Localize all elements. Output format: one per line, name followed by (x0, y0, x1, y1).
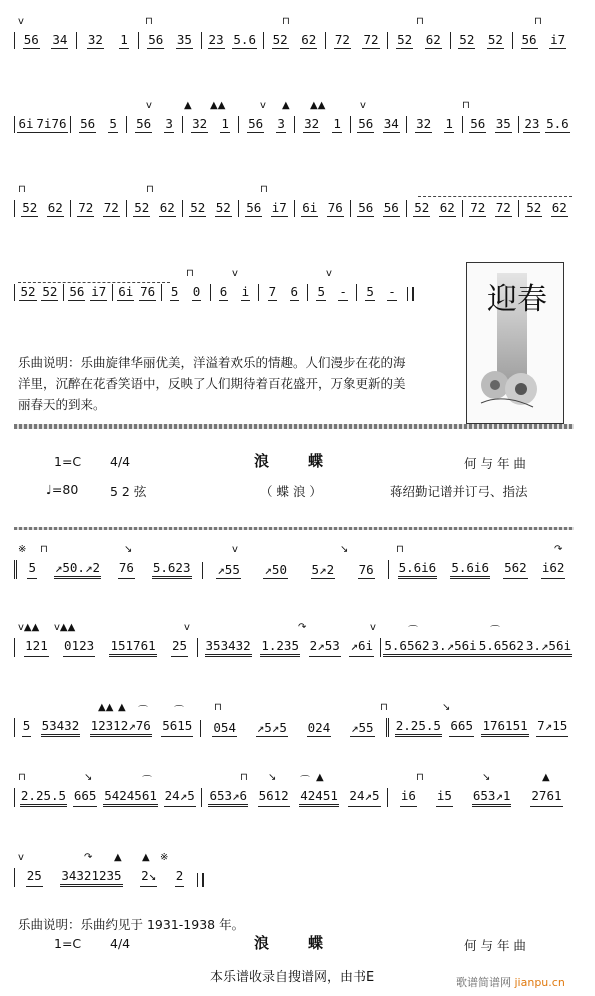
composer: 何 与 年 曲 (464, 456, 526, 471)
articulation-mark: ▲ (542, 772, 550, 783)
notation-system (14, 622, 574, 657)
note-group: ↗5↗5 (256, 720, 287, 735)
articulation-marks (14, 622, 574, 638)
articulation-mark: ▲▲ (98, 702, 114, 713)
note-group: 5.6 (546, 116, 569, 131)
notation-system (14, 184, 574, 217)
note-group: 52 (397, 32, 413, 47)
measure (386, 718, 574, 737)
note-group: 52 (134, 200, 150, 215)
notation-staff (14, 788, 574, 807)
note-group: 2.25.5 (395, 718, 442, 737)
measure (406, 116, 462, 133)
note-group: 72 (495, 200, 511, 215)
source-footer: 本乐谱收录自搜谱网，由书E (210, 970, 375, 985)
note-group: 562 (503, 560, 528, 579)
articulation-mark: ⌒ (490, 626, 500, 637)
articulation-mark: v (260, 100, 266, 111)
note-group: 2.25.5 (20, 788, 67, 807)
articulation-mark: ⊓ (416, 772, 424, 783)
note-group: 5 (366, 284, 374, 299)
note-group: 1 (333, 116, 341, 131)
articulation-mark: ⊓ (260, 184, 268, 195)
measure (512, 32, 574, 49)
articulation-mark: ↘ (340, 544, 349, 555)
note-group: 6i (302, 200, 318, 215)
articulation-mark: ⊓ (146, 184, 154, 195)
notation-staff (14, 116, 574, 133)
final-barline (407, 287, 414, 301)
note-group: 2761 (530, 788, 562, 807)
note-group: 52 (272, 32, 288, 47)
measure (14, 718, 200, 737)
note-group: 5.6i6 (450, 560, 490, 579)
note-group: 5 (27, 560, 37, 579)
measure (70, 116, 126, 133)
articulation-marks (14, 702, 574, 718)
explanation-line: 乐曲说明：乐曲旋律华丽优美，洋溢着欢乐的情趣。人们漫步在花的海 (18, 355, 406, 370)
articulation-mark: v (232, 544, 238, 555)
note-group: 2↘ (140, 868, 157, 887)
measure (14, 868, 195, 887)
note-group: ↗55 (217, 562, 240, 577)
note-group: 72 (363, 32, 379, 47)
note-group: - (388, 284, 396, 299)
note-group: i7 (550, 32, 566, 47)
song2-explanation: 乐曲说明：乐曲约见于 1931-1938 年。 (18, 917, 245, 932)
note-group: ↗50 (264, 562, 287, 577)
notation-staff (14, 32, 574, 49)
repeat-end-barline (197, 873, 204, 887)
note-group: 6i (18, 116, 34, 131)
note-group: 53432 (41, 718, 81, 737)
note-group: 653↗6 (208, 788, 248, 807)
note-group: 5612 (258, 788, 290, 807)
measure (138, 32, 200, 49)
notation-staff (14, 284, 414, 301)
note-group: 34321235 (60, 868, 122, 887)
measure (238, 200, 294, 217)
articulation-mark: ⊓ (214, 702, 222, 713)
note-group: 62 (425, 32, 441, 47)
key-signature: 1=C (54, 454, 82, 469)
measure (70, 200, 126, 217)
measure (201, 788, 388, 807)
note-group: 52 (459, 32, 475, 47)
song3-header (14, 936, 574, 956)
note-group: i (241, 284, 250, 299)
note-group: i6 (400, 788, 417, 807)
note-group: 62 (301, 32, 317, 47)
string-tuning: 5 2 弦 (110, 484, 147, 499)
song-title: 浪 蝶 (254, 934, 336, 952)
measure (14, 788, 201, 807)
note-group: 35 (176, 32, 192, 47)
arranger: 蒋绍勤记谱并订弓、指法 (390, 484, 528, 499)
note-group: 62 (439, 200, 455, 215)
measure (462, 200, 518, 217)
note-group: i62 (541, 560, 566, 579)
articulation-mark: ▲ (118, 702, 126, 713)
key-signature: 1=C (54, 936, 82, 951)
measure (112, 284, 161, 301)
measure (200, 720, 386, 737)
measure (210, 284, 259, 301)
articulation-marks (14, 16, 574, 32)
articulation-mark: ⌒ (142, 776, 152, 787)
measure (126, 116, 182, 133)
articulation-mark: ▲ (316, 772, 324, 783)
note-group: 3.↗56i (525, 638, 572, 657)
section-divider (14, 527, 574, 530)
note-group: 35 (495, 116, 511, 131)
notation-system (14, 100, 574, 133)
note-group: 665 (73, 788, 98, 807)
note-group: 25 (26, 868, 43, 887)
note-group: ↗6i (349, 638, 374, 657)
articulation-mark: ⊓ (240, 772, 248, 783)
note-group: 24↗5 (164, 788, 196, 807)
measure (294, 116, 350, 133)
note-group: 653↗1 (472, 788, 512, 807)
measure (388, 560, 574, 579)
note-group: 5 (22, 718, 32, 737)
articulation-marks (14, 184, 574, 200)
notation-staff (14, 638, 574, 657)
articulation-mark: ↷ (84, 852, 93, 863)
illustration-calligraphy: 迎春 (487, 282, 547, 317)
song-title: 浪 蝶 (254, 452, 336, 470)
song2-header (14, 454, 574, 474)
articulation-mark: ⊓ (416, 16, 424, 27)
measure (294, 200, 350, 217)
note-group: 6 (290, 284, 299, 299)
measure (350, 200, 406, 217)
note-group: ↗50.↗2 (54, 560, 101, 579)
note-group: 0123 (63, 638, 95, 657)
articulation-mark: ⌒ (174, 706, 184, 717)
note-group: 52 (526, 200, 542, 215)
note-group: 56 (470, 116, 486, 131)
articulation-mark: ▲▲ (210, 100, 226, 111)
note-group: 32 (87, 32, 103, 47)
note-group: 42451 (299, 788, 339, 807)
note-group: 32 (416, 116, 432, 131)
articulation-mark: ⌒ (138, 706, 148, 717)
articulation-mark: ⊓ (40, 544, 48, 555)
note-group: - (339, 284, 347, 299)
articulation-mark: ⊓ (186, 268, 194, 279)
articulation-mark: ↘ (124, 544, 133, 555)
measure (201, 32, 263, 49)
note-group: 56 (248, 116, 264, 131)
articulation-mark: v (18, 16, 24, 27)
song-subtitle: （ 蝶 浪 ） (260, 484, 322, 499)
measure (238, 116, 294, 133)
notation-staff (14, 718, 574, 737)
note-group: 56 (136, 116, 152, 131)
notation-system (14, 544, 574, 579)
note-group: 76 (327, 200, 343, 215)
note-group: 56 (383, 200, 399, 215)
articulation-mark: ⌒ (408, 626, 418, 637)
note-group: 52 (42, 284, 58, 299)
note-group: 6i (118, 284, 134, 299)
note-group: 0 (192, 284, 201, 299)
note-group: 76 (118, 560, 135, 579)
articulation-mark: ⊓ (18, 772, 26, 783)
note-group: 52 (20, 284, 36, 299)
measure (197, 638, 380, 657)
note-group: 72 (334, 32, 350, 47)
notation-staff (14, 560, 574, 579)
measure (14, 200, 70, 217)
note-group: 5 (317, 284, 325, 299)
note-group: 23 (524, 116, 540, 131)
note-group: 52 (190, 200, 206, 215)
measure (182, 116, 238, 133)
articulation-marks (14, 544, 574, 560)
articulation-mark: v (232, 268, 238, 279)
articulation-mark: ▲ (282, 100, 290, 111)
articulation-mark: v▲▲ (54, 622, 76, 633)
note-group: i7 (271, 200, 287, 215)
note-group: 32 (192, 116, 208, 131)
note-group: 1 (120, 32, 128, 47)
articulation-mark: ⌒ (300, 776, 310, 787)
song2-subheader (14, 482, 574, 502)
articulation-mark: v (18, 852, 24, 863)
articulation-mark: ⊓ (145, 16, 153, 27)
note-group: 72 (470, 200, 486, 215)
measure (356, 284, 405, 301)
notation-staff (14, 868, 204, 887)
note-group: 34 (383, 116, 399, 131)
note-group: 5.6562 (478, 638, 525, 657)
section-divider (14, 424, 574, 429)
measure (406, 200, 462, 217)
explanation-line: 丽春天的到来。 (18, 397, 106, 412)
articulation-mark: ▲ (184, 100, 192, 111)
composer: 何 与 年 曲 (464, 938, 526, 953)
note-group: 52 (414, 200, 430, 215)
time-signature: 4/4 (110, 454, 131, 469)
note-group: i7 (91, 284, 107, 299)
note-group: 24↗5 (348, 788, 380, 807)
note-group: 56 (358, 116, 374, 131)
time-signature: 4/4 (110, 936, 131, 951)
note-group: 12312↗76 (90, 718, 152, 737)
articulation-mark: ⊓ (534, 16, 542, 27)
note-group: 3 (277, 116, 285, 131)
site-watermark (456, 974, 565, 990)
note-group: 56 (358, 200, 374, 215)
articulation-mark: v▲▲ (18, 622, 40, 633)
notation-system (14, 702, 574, 737)
measure (518, 116, 574, 133)
articulation-mark: ▲ (142, 852, 150, 863)
articulation-mark: ⊓ (396, 544, 404, 555)
articulation-mark: ↘ (268, 772, 277, 783)
song1-explanation (18, 352, 468, 415)
notation-system (14, 772, 574, 807)
note-group: 3.↗56i (431, 638, 478, 657)
note-group: 56 (80, 116, 96, 131)
note-group: 353432 (205, 638, 252, 657)
note-group: 25 (171, 638, 188, 657)
note-group: 52 (22, 200, 38, 215)
tempo: ♩=80 (46, 482, 79, 497)
articulation-mark: ⊓ (18, 184, 26, 195)
measure (14, 32, 76, 49)
note-group: 7 (268, 284, 277, 299)
watermark-site: 歌谱简谱网 (456, 976, 511, 989)
measure (325, 32, 387, 49)
articulation-mark: ⊓ (380, 702, 388, 713)
articulation-mark: ↘ (482, 772, 491, 783)
note-group: 5↗2 (311, 562, 335, 577)
measure (182, 200, 238, 217)
measure (202, 562, 388, 579)
note-group: 5 (109, 116, 117, 131)
articulation-mark: ↷ (554, 544, 563, 555)
measure (518, 200, 574, 217)
note-group: 56 (148, 32, 164, 47)
measure (126, 200, 182, 217)
note-group: 52 (487, 32, 503, 47)
note-group: 76 (140, 284, 156, 299)
measure (387, 32, 449, 49)
measure (14, 560, 202, 579)
note-group: 024 (307, 720, 331, 735)
note-group: 5.6562 (383, 638, 430, 657)
articulation-mark: ▲ (114, 852, 122, 863)
measure (307, 284, 356, 301)
note-group: 7↗15 (536, 718, 568, 737)
note-group: 5.6i6 (398, 560, 438, 579)
measure (380, 638, 574, 657)
measure (450, 32, 512, 49)
note-group: 3 (165, 116, 173, 131)
measure (350, 116, 406, 133)
note-group: 62 (551, 200, 567, 215)
slur-dashed-line (418, 196, 572, 197)
articulation-mark: v (326, 268, 332, 279)
measure (263, 32, 325, 49)
note-group: 56 (23, 32, 39, 47)
articulation-mark: ※ (18, 544, 27, 555)
articulation-mark: ※ (160, 852, 169, 863)
notation-system (14, 16, 574, 49)
note-group: 34 (52, 32, 68, 47)
notation-system (14, 852, 574, 887)
note-group: 6 (219, 284, 228, 299)
notation-staff (14, 200, 574, 217)
note-group: 7i76 (36, 116, 67, 131)
slur-dashed-line-continued (18, 282, 170, 283)
note-group: 054 (213, 720, 236, 735)
note-group: 5.6 (233, 32, 256, 47)
note-group: 72 (103, 200, 119, 215)
note-group: 72 (78, 200, 94, 215)
explanation-line: 洋里，沉醉在花香笑语中，反映了人们期待着百花盛开，万象更新的美 (18, 376, 406, 391)
articulation-mark: ↘ (442, 702, 451, 713)
note-group: 5424561 (103, 788, 158, 807)
note-group: 2 (175, 868, 185, 887)
articulation-marks (14, 852, 574, 868)
spring-illustration (466, 262, 564, 424)
measure (462, 116, 518, 133)
articulation-mark: ⊓ (462, 100, 470, 111)
measure (14, 116, 70, 133)
articulation-mark: ⊓ (282, 16, 290, 27)
note-group: 56 (521, 32, 537, 47)
note-group: 1 (221, 116, 229, 131)
measure (14, 284, 63, 301)
note-group: ↗55 (351, 720, 374, 735)
note-group: 76 (358, 562, 374, 577)
watermark-url: jianpu.cn (514, 976, 565, 989)
note-group: 23 (208, 32, 224, 47)
articulation-mark: v (360, 100, 366, 111)
note-group: i5 (436, 788, 453, 807)
note-group: 5 (170, 284, 179, 299)
note-group: 5615 (161, 718, 193, 737)
note-group: 1 (445, 116, 453, 131)
note-group: 5.623 (152, 560, 192, 579)
note-group: 176151 (481, 718, 528, 737)
note-group: 121 (24, 638, 49, 657)
note-group: 56 (246, 200, 262, 215)
note-group: 1.235 (260, 638, 300, 657)
note-group: 2↗53 (309, 638, 341, 657)
note-group: 665 (449, 718, 474, 737)
note-group: 151761 (109, 638, 156, 657)
flower-icon (473, 359, 545, 411)
articulation-mark: v (146, 100, 152, 111)
note-group: 62 (159, 200, 175, 215)
articulation-marks (14, 772, 574, 788)
articulation-marks (14, 100, 574, 116)
note-group: 56 (69, 284, 85, 299)
articulation-mark: ↷ (298, 622, 307, 633)
measure (76, 32, 138, 49)
measure (161, 284, 210, 301)
articulation-mark: ▲▲ (310, 100, 326, 111)
note-group: 62 (47, 200, 63, 215)
measure (387, 788, 574, 807)
measure (258, 284, 307, 301)
note-group: 32 (304, 116, 320, 131)
articulation-mark: ↘ (84, 772, 93, 783)
articulation-mark: v (184, 622, 190, 633)
note-group: 52 (215, 200, 231, 215)
measure (63, 284, 112, 301)
articulation-mark: v (370, 622, 376, 633)
measure (14, 638, 197, 657)
